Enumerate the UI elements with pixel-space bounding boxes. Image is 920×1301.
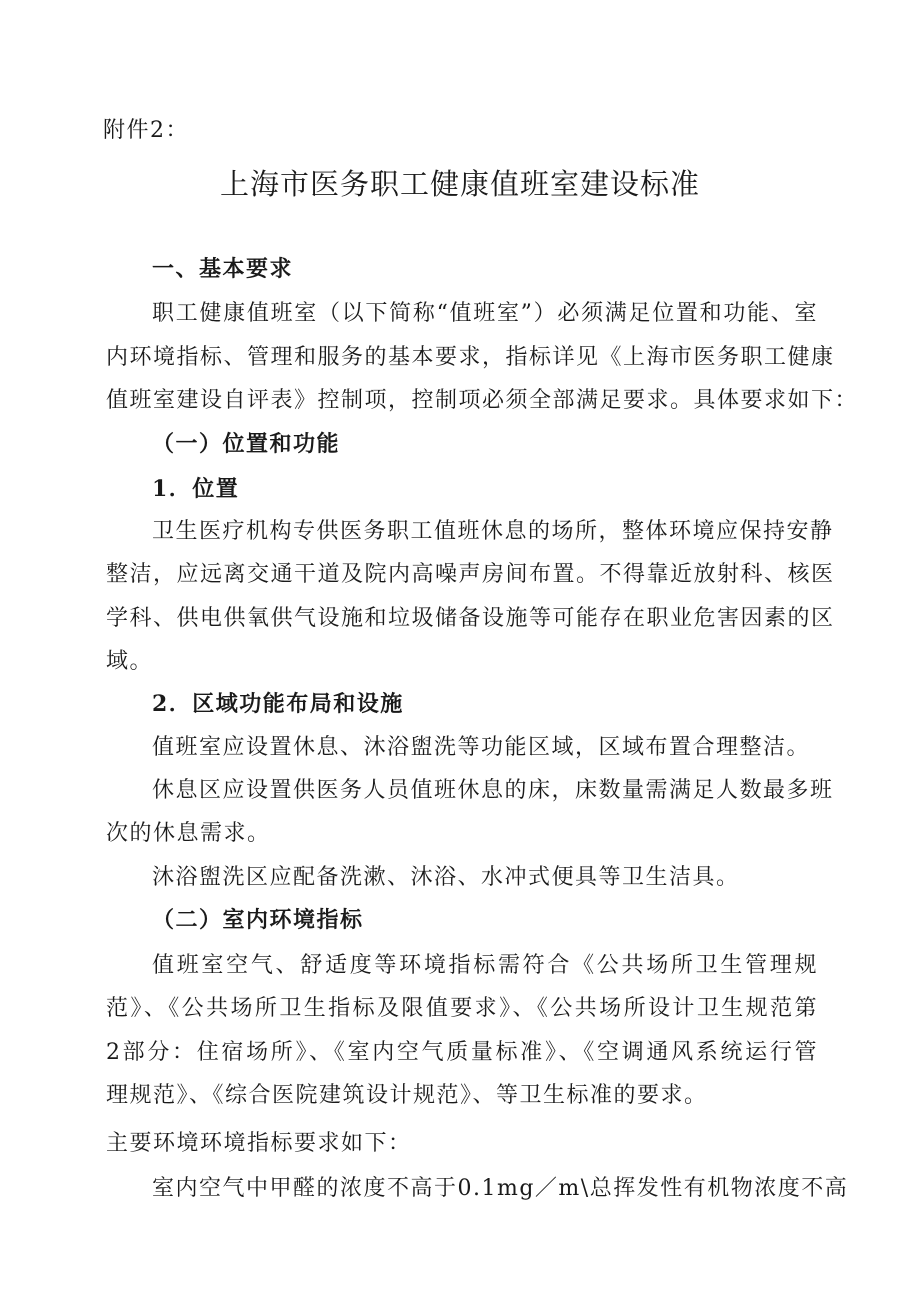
layout-paragraph-1: 值班室应设置休息、沐浴盥洗等功能区域，区域布置合理整洁。 bbox=[152, 735, 811, 760]
item-heading-layout-facilities: 2．区域功能布局和设施 bbox=[152, 691, 404, 717]
intro-line-1: 职工健康值班室（以下简称“值班室”）必须满足位置和功能、室 bbox=[152, 301, 818, 326]
environment-line-3: 2部分：住宿场所》、《室内空气质量标准》、《空调通风系统运行管 bbox=[106, 1040, 818, 1065]
subsection-heading-location-function: （一）位置和功能 bbox=[152, 431, 341, 457]
layout-paragraph-2-line-1: 休息区应设置供医务人员值班休息的床，床数量需满足人数最多班 bbox=[152, 778, 834, 803]
intro-line-2: 内环境指标、管理和服务的基本要求，指标详见《上海市医务职工健康 bbox=[106, 345, 835, 370]
item-heading-location: 1．位置 bbox=[152, 476, 240, 502]
environment-line-2: 范》、《公共场所卫生指标及限值要求》、《公共场所设计卫生规范第 bbox=[106, 996, 818, 1021]
environment-line-1: 值班室空气、舒适度等环境指标需符合《公共场所卫生管理规 bbox=[152, 953, 818, 978]
layout-paragraph-3: 沐浴盥洗区应配备洗漱、沐浴、水冲式便具等卫生洁具。 bbox=[152, 865, 740, 890]
document-title: 上海市医务职工健康值班室建设标准 bbox=[219, 167, 700, 201]
intro-line-3: 值班室建设自评表》控制项，控制项必须全部满足要求。具体要求如下： bbox=[106, 388, 859, 413]
main-requirements-label: 主要环境环境指标要求如下： bbox=[106, 1131, 412, 1156]
attachment-label: 附件2： bbox=[103, 118, 189, 143]
location-line-3: 学科、供电供氧供气设施和垃圾储备设施等可能存在职业危害因素的区 bbox=[106, 606, 835, 631]
environment-line-4: 理规范》、《综合医院建筑设计规范》、等卫生标准的要求。 bbox=[106, 1083, 708, 1108]
location-line-2: 整洁，应远离交通干道及院内高噪声房间布置。不得靠近放射科、核医 bbox=[106, 562, 835, 587]
location-line-4: 域。 bbox=[106, 649, 154, 674]
layout-paragraph-2-line-2: 次的休息需求。 bbox=[106, 821, 271, 846]
formaldehyde-line: 室内空气中甲醛的浓度不高于0.1mg／m\总挥发性有机物浓度不高 bbox=[152, 1176, 849, 1201]
section-heading-basic-requirements: 一、基本要求 bbox=[152, 256, 294, 282]
subsection-heading-indoor-environment: （二）室内环境指标 bbox=[152, 907, 364, 933]
location-line-1: 卫生医疗机构专供医务职工值班休息的场所，整体环境应保持安静 bbox=[152, 519, 834, 544]
